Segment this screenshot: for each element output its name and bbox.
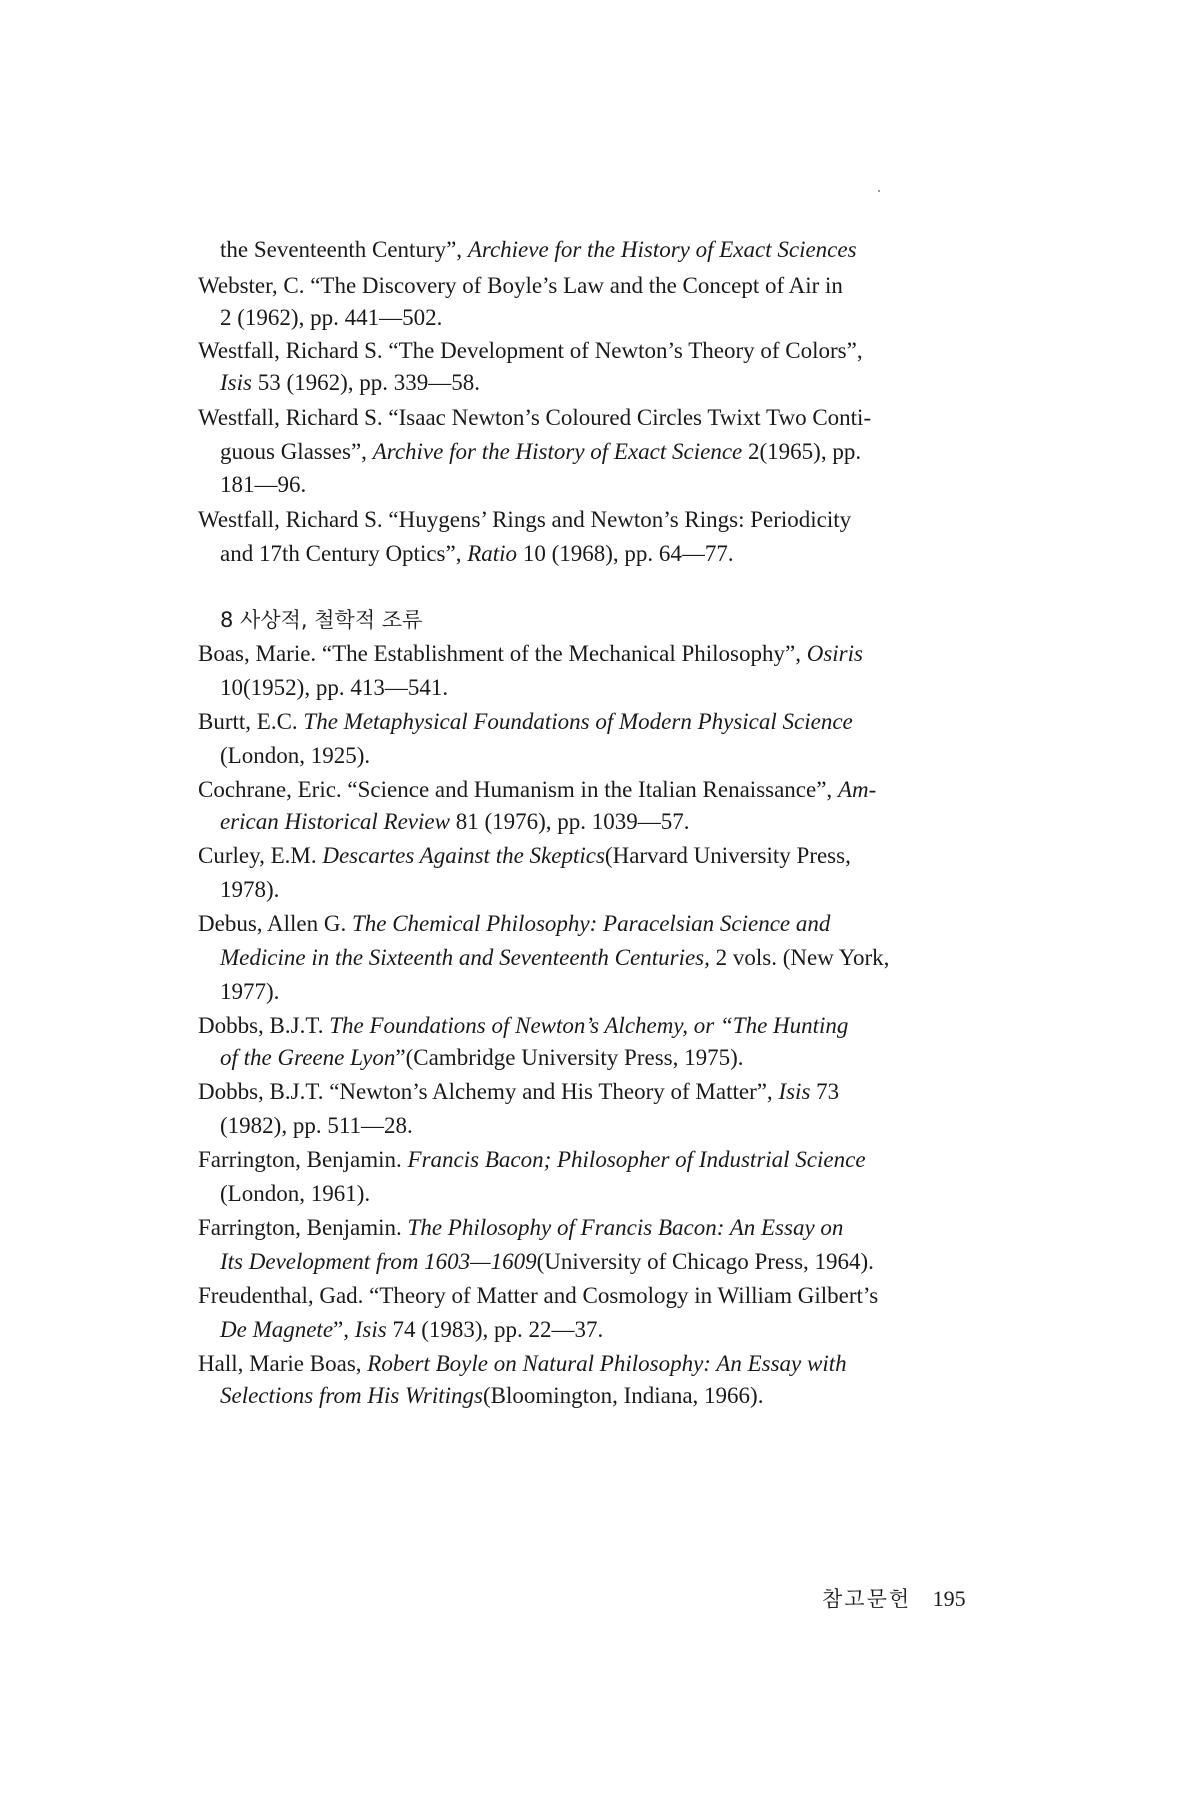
ref-line: 1978). [220, 877, 280, 902]
ref-line: 181—96. [220, 472, 307, 497]
ref-entry-hall: Hall, Marie Boas, Robert Boyle on Natural Philosophy: An Essay with [198, 1351, 847, 1376]
ref-line: guous Glasses”, Archive for the History of Exact Science 2(1965), pp. [220, 439, 862, 464]
ref-entry-curley: Curley, E.M. Descartes Against the Skeptics(Harvard University Press, [198, 843, 851, 868]
ref-line: Selections from His Writings(Bloomington, Indiana, 1966). [220, 1383, 764, 1408]
ref-entry-farrington-1: Farrington, Benjamin. Francis Bacon; Philosopher of Industrial Science [198, 1147, 866, 1172]
ref-line: 10(1952), pp. 413—541. [220, 675, 449, 700]
ref-line: erican Historical Review 81 (1976), pp. 1039—57. [220, 809, 690, 834]
ref-line: Its Development from 1603—1609(University of Chicago Press, 1964). [220, 1249, 874, 1274]
ref-line: 2 (1962), pp. 441—502. [220, 305, 443, 330]
ref-entry-westfall-1: Westfall, Richard S. “The Development of Newton’s Theory of Colors”, [198, 338, 863, 363]
running-title: 참고문헌 [822, 1587, 912, 1611]
page-footer [822, 1583, 966, 1613]
ref-entry-freudenthal: Freudenthal, Gad. “Theory of Matter and Cosmology in William Gilbert’s [198, 1283, 879, 1308]
ref-line: De Magnete”, Isis 74 (1983), pp. 22—37. [220, 1317, 604, 1342]
ref-entry-westfall-2: Westfall, Richard S. “Isaac Newton’s Coloured Circles Twixt Two Conti- [198, 405, 872, 430]
ref-line: (London, 1961). [220, 1181, 371, 1206]
ref-line: 1977). [220, 979, 280, 1004]
ref-entry-debus: Debus, Allen G. The Chemical Philosophy: Paracelsian Science and [198, 911, 831, 936]
ref-line: and 17th Century Optics”, Ratio 10 (1968), pp. 64—77. [220, 541, 734, 566]
ref-entry-boas: Boas, Marie. “The Establishment of the Mechanical Philosophy”, Osiris [198, 641, 863, 666]
page-number: 195 [932, 1586, 966, 1611]
ref-entry-dobbs-2: Dobbs, B.J.T. “Newton’s Alchemy and His Theory of Matter”, Isis 73 [198, 1079, 840, 1104]
ref-entry-westfall-3: Westfall, Richard S. “Huygens’ Rings and Newton’s Rings: Periodicity [198, 507, 852, 532]
scan-speck [878, 190, 880, 192]
ref-line: Medicine in the Sixteenth and Seventeenth Centuries, 2 vols. (New York, [220, 945, 890, 970]
ref-entry-dobbs-1: Dobbs, B.J.T. The Foundations of Newton’s Alchemy, or “The Hunting [198, 1013, 849, 1038]
ref-line: the Seventeenth Century”, Archieve for the History of Exact Sciences [220, 237, 857, 262]
ref-entry-webster: Webster, C. “The Discovery of Boyle’s Law and the Concept of Air in [198, 273, 843, 298]
ref-line: of the Greene Lyon”(Cambridge University Press, 1975). [220, 1045, 744, 1070]
ref-entry-cochrane: Cochrane, Eric. “Science and Humanism in the Italian Renaissance”, Am- [198, 777, 877, 802]
section-heading: 8 사상적, 철학적 조류 [220, 608, 423, 632]
ref-line: (London, 1925). [220, 743, 371, 768]
ref-line: Isis 53 (1962), pp. 339—58. [220, 370, 481, 395]
ref-line: (1982), pp. 511—28. [220, 1113, 413, 1138]
ref-entry-farrington-2: Farrington, Benjamin. The Philosophy of Francis Bacon: An Essay on [198, 1215, 844, 1240]
ref-entry-burtt: Burtt, E.C. The Metaphysical Foundations of Modern Physical Science [198, 709, 853, 734]
